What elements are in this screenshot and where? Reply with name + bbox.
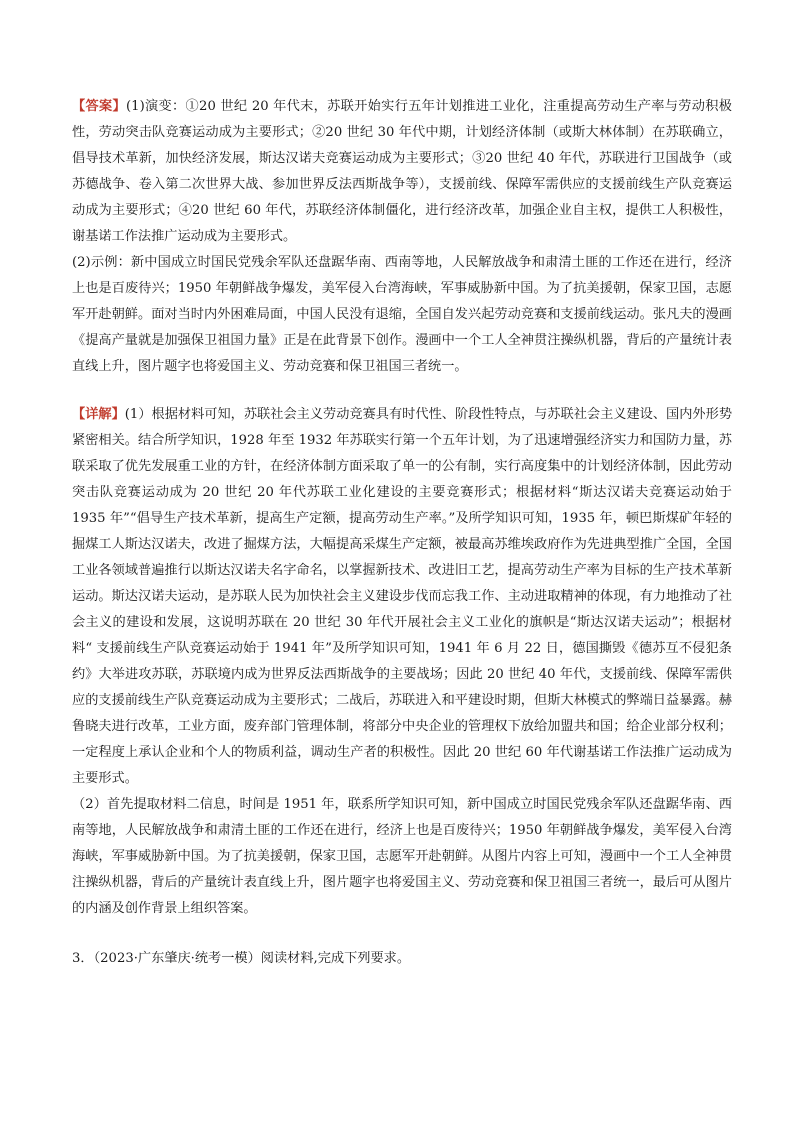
next-question: 3．（2023·广东肇庆·统考一模）阅读材料,完成下列要求。 — [72, 951, 411, 966]
answer-tag: 【答案】 — [72, 99, 127, 114]
detail-part1-text: (1）根据材料可知，苏联社会主义劳动竞赛具有时代性、阶段性特点，与苏联社会主义建设、国内外形势紧密相关。结合所学知识，1928 年至 1932 年苏联实行第一个五年计划，为了迅速增强经济实力和国防力量，苏联采取了优先发展重工业的方针，在经济体制方面采取了单一的公有制，实行高度集中的计划经济体制，因此劳动突击队竞赛运动成为 20 世纪 20 年代苏联工业化建设的主要竞赛形式；根据材料“斯达汉诺夫竞赛运动始于 1935 年”“倡导生产技术革新，提高生产定额，提高劳动生产率。”及所学知识可知，1935 年，顿巴斯煤矿年轻的掘煤工人斯达汉诺夫，改进了掘煤方法，大幅提高采煤生产定额，被最高苏维埃政府作为先进典型推广全国，全国工业各领域普遍推行以斯达汉诺夫名字命名，以掌握新技术、改进旧工艺，提高劳动生产率为目标的生产技术革新运动。斯达汉诺夫运动，是苏联人民为加快社会主义建设步伐而忘我工作、主动进取精神的体现，有力地推动了社会主义的建设和发展，这说明苏联在 20 世纪 30 年代开展社会主义工业化的旗帜是“斯达汉诺夫运动”；根据材料“ 支援前线生产队竞赛运动始于 1941 年”及所学知识可知，1941 年 6 月 22 日，德国撕毁《德苏互不侵犯条约》大举进攻苏联，苏联境内成为世界反法西斯战争的主要战场；因此 20 世纪 40 年代，支援前线、保障军需供应的支援前线生产队竞赛运动成为主要形式；二战后，苏联进入和平建设时期，但斯大林模式的弊端日益暴露。赫鲁晓夫进行改革，工业方面，废弃部门管理体制，将部分中央企业的管理权下放给加盟共和国；给企业部分权利；一定程度上承认企业和个人的物质利益，调动生产者的积极性。因此 20 世纪 60 年代谢基诺工作法推广运动成为主要形式。 — [72, 407, 733, 786]
detail-part1 — [72, 402, 732, 792]
answer-part1 — [72, 94, 732, 250]
detail-part2: （2）首先提取材料二信息，时间是 1951 年，联系所学知识可知，新中国成立时国民党残余军队还盘踞华南、西南等地，人民解放战争和肃清土匪的工作还在进行，经济上也是百废待兴；1950 年朝鲜战争爆发，美军侵入台湾海峡，军事威胁新中国。为了抗美援朝，保家卫国，志愿军开赴朝鲜。从图片内容上可知，漫画中一个工人全神贯注操纵机器，背后的产量统计表直线上升，图片题字也将爱国主义、劳动竞赛和保卫祖国三者统一，最后可从图片的内涵及创作背景上组织答案。 — [72, 797, 732, 916]
detail-tag: 【详解】 — [72, 407, 125, 422]
answer-part2: (2)示例：新中国成立时国民党残余军队还盘踞华南、西南等地，人民解放战争和肃清土匪的工作还在进行，经济上也是百废待兴；1950 年朝鲜战争爆发，美军侵入台湾海峡，军事威胁新中国。为了抗美援朝，保家卫国，志愿军开赴朝鲜。面对当时内外困难局面，中国人民没有退缩，全国自发兴起劳动竞赛和支援前线运动。张凡夫的漫画《提高产量就是加强保卫祖国力量》正是在此背景下创作。漫画中一个工人全神贯注操纵机器，背后的产量统计表直线上升，图片题字也将爱国主义、劳动竞赛和保卫祖国三者统一。 — [72, 255, 732, 374]
answer-part1-text: (1)演变：①20 世纪 20 年代末，苏联开始实行五年计划推进工业化，注重提高劳动生产率与劳动积极性，劳动突击队竞赛运动成为主要形式；②20 世纪 30 年代中期，计划经济体制（或斯大林体制）在苏联确立，倡导技术革新，加快经济发展，斯达汉诺夫竞赛运动成为主要形式；③20 世纪 40 年代，苏联进行卫国战争（或苏德战争、卷入第二次世界大战、参加世界反法西斯战争等），支援前线、保障军需供应的支援前线生产队竞赛运动成为主要形式；④20 世纪 60 年代，苏联经济体制僵化，进行经济改革，加强企业自主权，提供工人积极性，谢基诺工作法推广运动成为主要形式。 — [72, 99, 732, 244]
document-page — [72, 94, 732, 972]
spacer — [72, 922, 732, 946]
spacer — [72, 380, 732, 402]
